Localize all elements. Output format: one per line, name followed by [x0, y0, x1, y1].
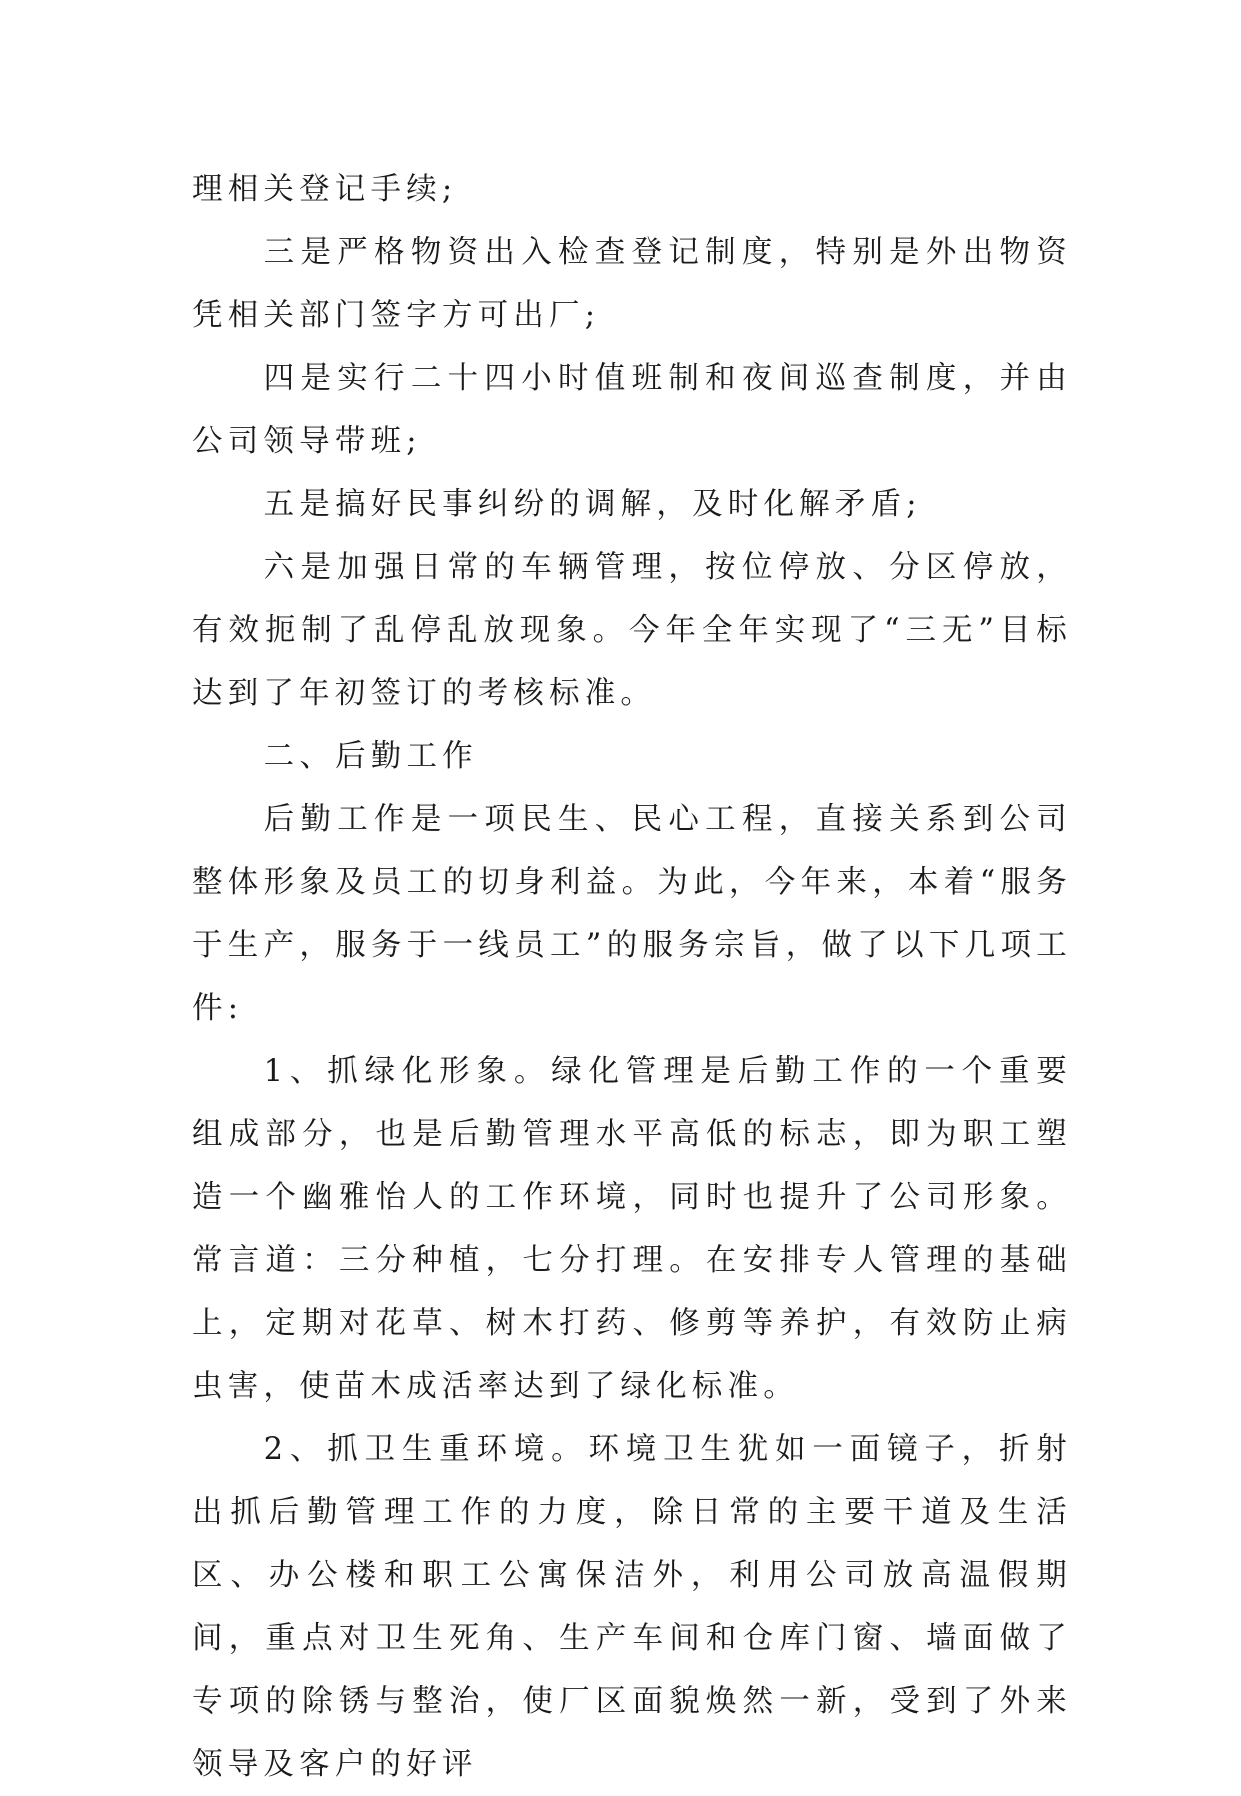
section-heading-logistics: 二、后勤工作 [263, 739, 478, 774]
paragraph-item-four: 四是实行二十四小时值班制和夜间巡查制度，并由公司领导带班; [192, 361, 1072, 459]
paragraph-greening: 1、抓绿化形象。绿化管理是后勤工作的一个重要组成部分，也是后勤管理水平高低的标志，即为职工塑造一个幽雅怡人的工作环境，同时也提升了公司形象。常言道：三分种植，七分打理。在安排专人管理的基础上，定期对花草、树木打药、修剪等养护，有效防止病虫害，使苗木成活率达到了绿化标准。 [192, 1054, 1072, 1404]
paragraph-item-three: 三是严格物资出入检查登记制度，特别是外出物资凭相关部门签字方可出厂; [192, 235, 1072, 333]
paragraph-item-six: 六是加强日常的车辆管理，按位停放、分区停放，有效扼制了乱停乱放现象。今年全年实现了“三无”目标达到了年初签订的考核标准。 [192, 550, 1072, 711]
paragraph-sanitation: 2、抓卫生重环境。环境卫生犹如一面镜子，折射出抓后勤管理工作的力度，除日常的主要干道及生活区、办公楼和职工公寓保洁外，利用公司放高温假期间，重点对卫生死角、生产车间和仓库门窗、墙面做了专项的除锈与整治，使厂区面貌焕然一新，受到了外来领导及客户的好评 [192, 1432, 1072, 1782]
document-body [192, 158, 1072, 1796]
paragraph-item-five: 五是搞好民事纠纷的调解，及时化解矛盾; [263, 487, 922, 522]
paragraph-registration: 理相关登记手续; [192, 172, 458, 207]
paragraph-logistics-intro: 后勤工作是一项民生、民心工程，直接关系到公司整体形象及员工的切身利益。为此，今年来，本着“服务于生产，服务于一线员工”的服务宗旨，做了以下几项工件: [192, 802, 1072, 1026]
